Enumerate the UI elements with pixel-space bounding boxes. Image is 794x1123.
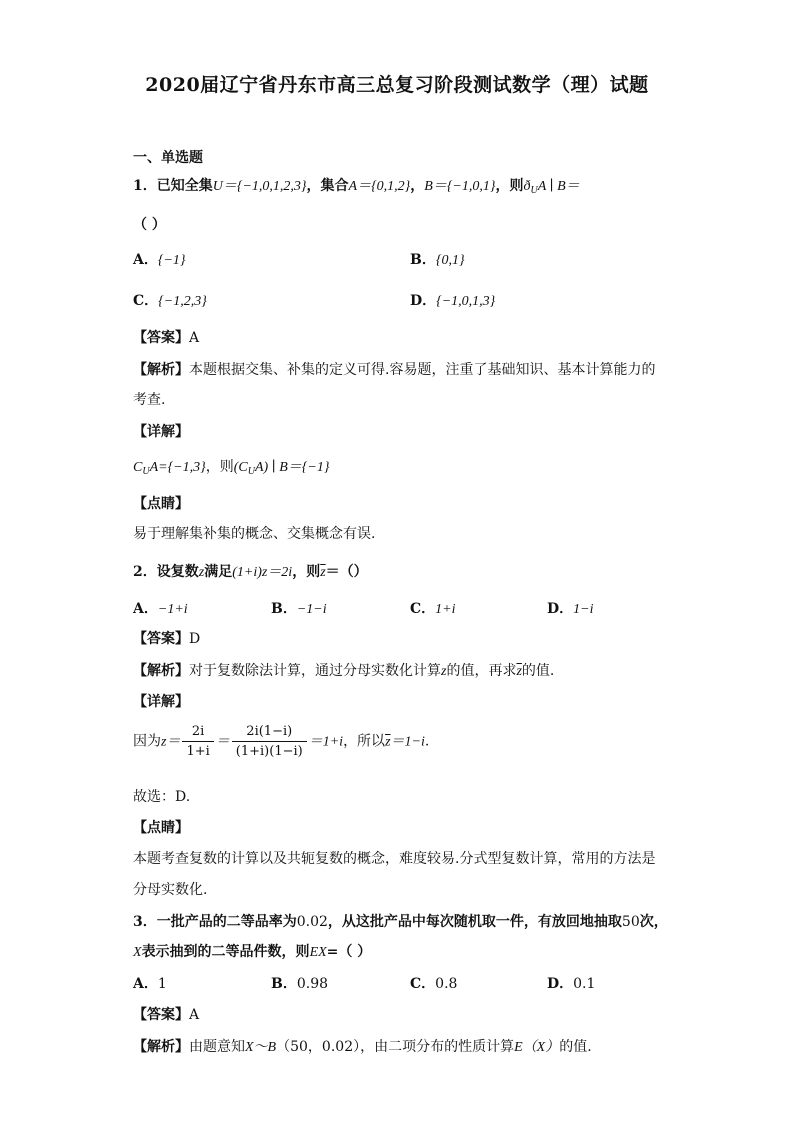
question-2-answer: 【答案】D bbox=[133, 631, 201, 647]
question-1-detail-tag: 【详解】 bbox=[133, 424, 189, 440]
question-1-option-a: A．{−1} bbox=[133, 252, 186, 268]
question-1-paren: （ ） bbox=[133, 217, 166, 233]
question-3-option-b: B．0.98 bbox=[271, 976, 329, 992]
question-1-analysis-cont: 考查. bbox=[133, 392, 166, 408]
question-2-option-d: D．1−i bbox=[547, 601, 594, 617]
question-2-analysis: 【解析】对于复数除法计算，通过分母实数化计算z的值，再求$\overline{z}$的值. bbox=[133, 663, 555, 679]
question-2-comment-cont: 分母实数化. bbox=[133, 882, 208, 898]
question-2-detail-tag: 【详解】 bbox=[133, 694, 189, 710]
question-3-answer: 【答案】A bbox=[133, 1007, 200, 1023]
question-1-comment-tag: 【点睛】 bbox=[133, 496, 189, 512]
question-3-analysis: 【解析】由题意知X～B（50，0.02），由二项分布的性质计算E（X）的值. bbox=[133, 1039, 592, 1055]
fraction-1: $\frac{2i}{1+i}$ bbox=[182, 724, 213, 759]
question-1-option-c: C．{−1,2,3} bbox=[133, 293, 207, 309]
question-3-option-a: A．1 bbox=[133, 976, 167, 992]
question-1-stem: 1．已知全集U＝{−1,0,1,2,3}，集合A＝{0,1,2}，B＝{−1,0,1}，则$ð_UA$ ∣ B＝ bbox=[133, 178, 580, 196]
question-2-stem: 2．设复数z满足(1+i)z＝2i，则$\overline{z}=()$ bbox=[133, 564, 368, 580]
question-3-option-c: C．0.8 bbox=[410, 976, 458, 992]
question-1-option-b: B．{0,1} bbox=[410, 252, 465, 268]
question-2-detail: 因为z＝ $\frac{2i}{1+i}$ ＝ $\frac{2i(1-i)}{(1+i)(1-i)}$ ＝1+i，所以$\overline{z}=1-i$. bbox=[133, 724, 430, 759]
question-2-comment-tag: 【点睛】 bbox=[133, 820, 189, 836]
question-2-choice: 故选：D. bbox=[133, 789, 191, 805]
question-1-analysis: 【解析】本题根据交集、补集的定义可得.容易题，注重了基础知识、基本计算能力的 bbox=[133, 362, 656, 378]
question-2-comment: 本题考查复数的计算以及共轭复数的概念，难度较易.分式型复数计算，常用的方法是 bbox=[133, 851, 656, 867]
question-1-detail: $C_UA=\{-1,3\}$，则$(C_UA)$ ∣ B＝{−1} bbox=[133, 459, 330, 477]
question-3-stem: 3．一批产品的二等品率为0.02，从这批产品中每次随机取一件，有放回地抽取50次， bbox=[133, 914, 668, 930]
question-3-stem-cont: X表示抽到的二等品件数，则EX=（ ） bbox=[133, 944, 372, 960]
question-2-option-b: B．−1−i bbox=[271, 601, 327, 617]
question-2-option-a: A．−1+i bbox=[133, 601, 188, 617]
question-2-option-c: C．1+i bbox=[410, 601, 456, 617]
page-title: 2020届辽宁省丹东市高三总复习阶段测试数学（理）试题 bbox=[145, 74, 649, 96]
section-heading: 一、单选题 bbox=[133, 150, 203, 166]
question-1-option-d: D．{−1,0,1,3} bbox=[410, 293, 496, 309]
fraction-2: $\frac{2i(1-i)}{(1+i)(1-i)}$ bbox=[232, 724, 307, 759]
question-1-comment: 易于理解集补集的概念、交集概念有误. bbox=[133, 526, 376, 542]
question-1-answer: 【答案】A bbox=[133, 330, 200, 346]
question-3-option-d: D．0.1 bbox=[547, 976, 596, 992]
